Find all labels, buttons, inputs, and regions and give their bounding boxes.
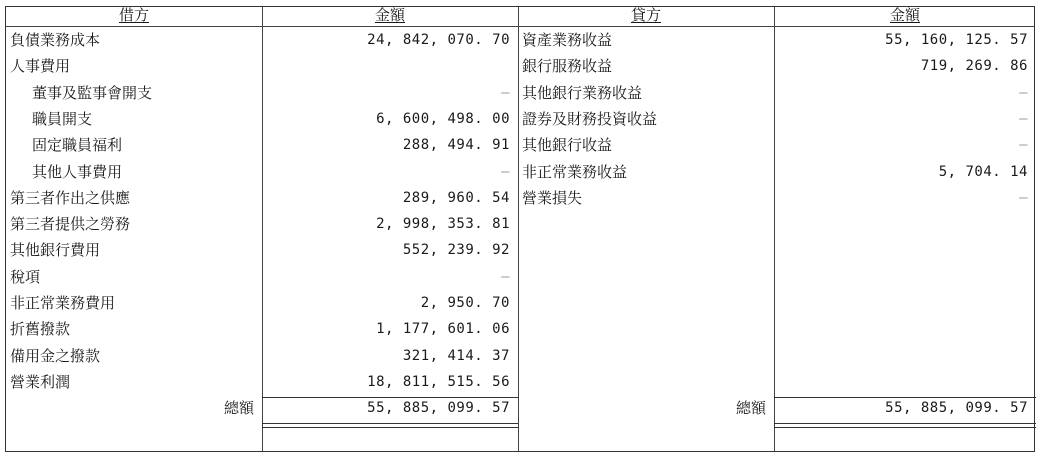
credit-row-label: 其他銀行業務收益: [522, 83, 643, 102]
credit-row-label: 銀行服務收益: [522, 57, 613, 76]
credit-row-label: 證券及財務投資收益: [522, 109, 658, 128]
debit-row-amount: –: [501, 268, 510, 285]
debit-total-label: 總額: [223, 399, 254, 417]
credit-row-label: 資產業務收益: [522, 31, 613, 49]
debit-row-label: 備用金之撥款: [10, 346, 101, 365]
debit-total-amount: 55, 885, 099. 57: [367, 400, 510, 416]
debit-header-label: 借方: [118, 6, 149, 24]
debit-header: [6, 2, 262, 28]
debit-row-label: 職員開支: [32, 109, 93, 128]
credit-amount-header-label: 金額: [889, 6, 920, 24]
credit-row-amount: –: [1019, 84, 1028, 101]
credit-header-label: 貸方: [630, 6, 661, 24]
credit-row-amount: –: [1019, 189, 1028, 206]
credit-row-label: 營業損失: [522, 188, 583, 207]
debit-row-amount: 18, 811, 515. 56: [367, 373, 510, 390]
credit-total-label: 總額: [735, 399, 766, 417]
debit-row-amount: 321, 414. 37: [402, 347, 510, 364]
credit-row-amount: 5, 704. 14: [938, 163, 1028, 180]
debit-amount-header-label: 金額: [374, 6, 405, 24]
total-top-rule: [774, 397, 1036, 398]
debit-row-amount: 24, 842, 070. 70: [367, 32, 510, 48]
credit-row-label: 非正常業務收益: [522, 162, 628, 181]
total-double-rule: [262, 423, 518, 428]
debit-row-amount: 2, 998, 353. 81: [376, 216, 510, 233]
debit-row-label: 人事費用: [10, 57, 71, 76]
debit-row-amount: [262, 53, 510, 79]
credit-row-amount: 719, 269. 86: [920, 58, 1028, 75]
debit-row-label: 營業利潤: [10, 372, 71, 391]
debit-row-label: 折舊撥款: [10, 320, 71, 339]
debit-row-amount: 2, 950. 70: [420, 295, 510, 311]
debit-row-amount: 1, 177, 601. 06: [376, 321, 510, 338]
debit-row-label: 非正常業務費用: [10, 294, 116, 312]
credit-total-amount: 55, 885, 099. 57: [885, 400, 1028, 416]
debit-row-label: 第三者提供之勞務: [10, 215, 131, 234]
credit-row-amount: –: [1019, 137, 1028, 154]
debit-row-label: 其他銀行費用: [10, 241, 101, 260]
credit-header: [518, 2, 774, 28]
credit-amount-header: [774, 2, 1036, 28]
debit-row-label: 固定職員福利: [32, 136, 123, 155]
debit-row-amount: 552, 239. 92: [402, 242, 510, 259]
total-double-rule: [774, 423, 1036, 428]
debit-amount-header: [262, 2, 518, 28]
total-top-rule: [262, 397, 518, 398]
debit-row-label: 其他人事費用: [32, 162, 123, 181]
debit-row-amount: –: [501, 84, 510, 101]
debit-row-amount: 288, 494. 91: [402, 137, 510, 154]
credit-row-label: 其他銀行收益: [522, 136, 613, 155]
debit-row-label: 稅項: [10, 267, 41, 286]
debit-row-label: 負債業務成本: [10, 31, 101, 49]
credit-row-amount: 55, 160, 125. 57: [885, 32, 1028, 48]
debit-row-label: 董事及監事會開支: [32, 83, 153, 102]
ledger-table: [5, 6, 1035, 452]
column-divider: [518, 7, 519, 451]
debit-row-label: 第三者作出之供應: [10, 188, 131, 207]
debit-row-amount: –: [501, 163, 510, 180]
debit-row-amount: 289, 960. 54: [402, 189, 510, 206]
debit-row-amount: 6, 600, 498. 00: [376, 110, 510, 127]
credit-row-amount: –: [1019, 110, 1028, 127]
